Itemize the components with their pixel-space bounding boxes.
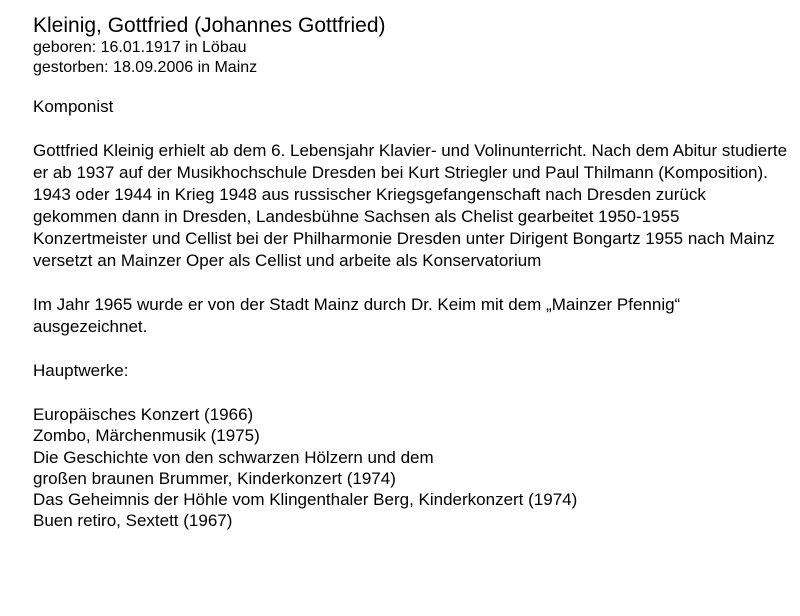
biography-paragraph: Gottfried Kleinig erhielt ab dem 6. Lebensjahr Klavier- und Volinunterricht. Nach dem Abitur studierte er ab 1937 auf der Musikhochschule Dresden bei Kurt Striegler und Paul Thilmann (Komposition). 1943 oder 1944 in Krieg 1948 aus russischer Kriegsgefangenschaft nach Dresden zurück gekommen dann in Dresden, Landesbühne Sachsen als Chelist gearbeitet 1950-1955 Konzertmeister und Cellist bei der Philharmonie Dresden unter Dirigent Bongartz 1955 nach Mainz versetzt an Mainzer Oper als Cellist und arbeite als Konservatorium: [33, 141, 788, 270]
profession: Komponist: [33, 97, 114, 116]
death-info: gestorben: 18.09.2006 in Mainz: [33, 59, 258, 76]
page-title: Kleinig, Gottfried (Johannes Gottfried): [33, 14, 386, 37]
list-item: großen braunen Brummer, Kinderkonzert (1974): [33, 468, 396, 488]
document-page: [33, 14, 793, 532]
award-paragraph: Im Jahr 1965 wurde er von der Stadt Mainz durch Dr. Keim mit dem „Mainzer Pfennig“ ausgezeichnet.: [33, 295, 681, 336]
list-item: Europäisches Konzert (1966): [33, 405, 254, 424]
list-item: Das Geheimnis der Höhle vom Klingenthaler Berg, Kinderkonzert (1974): [33, 490, 578, 510]
works-list: [33, 404, 793, 532]
list-item: Die Geschichte von den schwarzen Hölzern und dem: [33, 447, 434, 467]
works-heading: Hauptwerke:: [33, 361, 129, 380]
list-item: Zombo, Märchenmusik (1975): [33, 426, 260, 446]
birth-info: geboren: 16.01.1917 in Löbau: [33, 39, 247, 56]
list-item: Buen retiro, Sextett (1967): [33, 511, 233, 531]
